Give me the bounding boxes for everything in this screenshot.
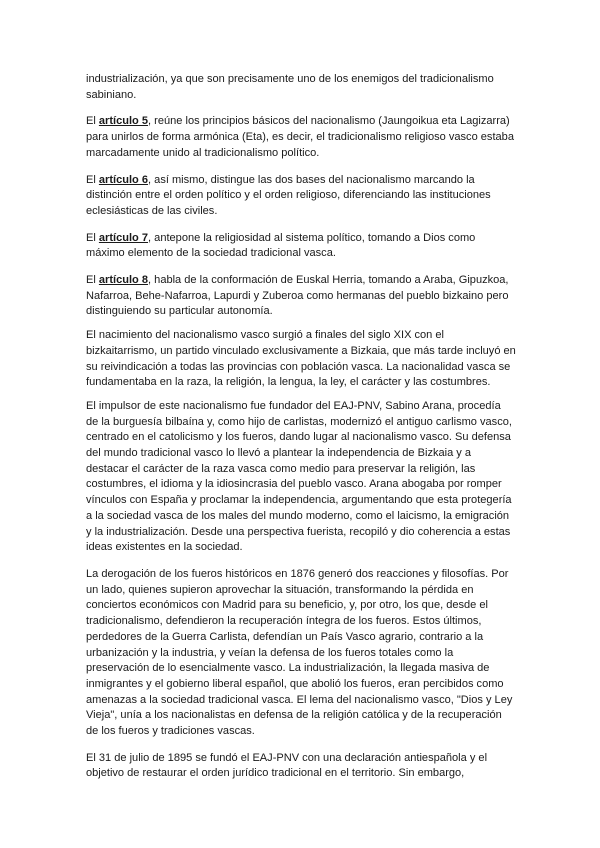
paragraph-fundacion: El 31 de julio de 1895 se fundó el EAJ-PNV con una declaración antiespañola y el objetivo de restaurar el orden jurídico tradicional en el territorio. Sin embargo, bbox=[86, 751, 488, 780]
article-7-text: , antepone la religiosidad al sistema político, tomando a Dios como máximo elemento de la sociedad tradicional vasca. bbox=[86, 231, 476, 260]
document-page bbox=[86, 72, 516, 793]
article-7-label: artículo 7 bbox=[98, 231, 149, 244]
paragraph-article-7 bbox=[86, 231, 516, 262]
paragraph-intro: industrialización, ya que son precisamente uno de los enemigos del tradicionalismo sabiniano. bbox=[86, 73, 494, 101]
paragraph-article-8 bbox=[86, 273, 516, 320]
article-8-label: artículo 8 bbox=[98, 274, 149, 287]
article-6-label: artículo 6 bbox=[98, 173, 149, 186]
article-prefix: El bbox=[86, 173, 99, 186]
paragraph-nacimiento: El nacimiento del nacionalismo vasco surgió a finales del siglo XIX con el bizkaitarrismo, un partido vinculado exclusivamente a Bizkaia, que más tarde incluyó en su reivindicación a todas las provincias con población vasca. La nacionalidad vasca se fundamentaba en la raza, la religión, la lengua, la ley, el carácter y las costumbres. bbox=[86, 329, 516, 389]
paragraph-article-5 bbox=[86, 114, 516, 161]
article-prefix: El bbox=[86, 231, 99, 244]
article-prefix: El bbox=[86, 115, 99, 128]
article-6-text: , así mismo, distingue las dos bases del nacionalismo marcando la distinción entre el orden político y el orden religioso, diferenciando las instituciones eclesiásticas de las civiles. bbox=[86, 173, 491, 217]
paragraph-article-6 bbox=[86, 173, 516, 220]
paragraph-derogacion: La derogación de los fueros históricos en 1876 generó dos reacciones y filosofías. Por un lado, quienes supieron aprovechar la situación, transformando la pérdida en conciertos económicos con Madrid para su beneficio, y, por otro, los que, desde el tradicionalismo, defendieron la recuperación íntegra de los fueros. Estos últimos, perdedores de la Guerra Carlista, defendían un País Vasco agrario, contrario a la urbanización y la industria, y veían la defensa de los fueros totales como la preservación de lo esencialmente vasco. La industrialización, la llegada masiva de inmigrantes y el gobierno liberal español, que abolió los fueros, eran percibidos como amenazas a la sociedad tradicional vasca. El lema del nacionalismo vasco, "Dios y Ley Vieja", unía a los nacionalistas en defensa de la religión católica y de la recuperación de los fueros y tradiciones vascas. bbox=[86, 567, 513, 738]
article-prefix: El bbox=[86, 274, 99, 287]
article-8-text: , habla de la conformación de Euskal Herria, tomando a Araba, Gipuzkoa, Nafarroa, Behe-Nafarroa, Lapurdi y Zuberoa como hermanas del pueblo bizkaino pero distinguiendo su particular autonomía. bbox=[86, 274, 509, 318]
article-5-text: , reúne los principios básicos del nacionalismo (Jaungoikua eta Lagizarra) para unirlos de forma armónica (Eta), es decir, el tradicionalismo religioso vasco estaba marcadamente unido al tradicionalismo político. bbox=[86, 115, 514, 159]
article-5-label: artículo 5 bbox=[98, 115, 149, 128]
paragraph-impulsor: El impulsor de este nacionalismo fue fundador del EAJ-PNV, Sabino Arana, procedía de la burguesía bilbaína y, como hijo de carlistas, modernizó el antiguo carlismo vasco, centrado en el catolicismo y los fueros, dando lugar al nacionalismo vasco. Su defensa del mundo tradicional vasco lo llevó a plantear la independencia de Bizkaia y a destacar el carácter de la raza vasca como medio para preservar la religión, las costumbres, el idioma y la idiosincrasia del pueblo vasco. Arana abogaba por romper vínculos con España y proclamar la independencia, argumentando que esta protegería a la sociedad vasca de los males del mundo moderno, como el laicismo, la emigración y la industrialización. Desde una perspectiva fuerista, recopiló y dio coherencia a estas ideas existentes en la sociedad. bbox=[86, 399, 512, 554]
